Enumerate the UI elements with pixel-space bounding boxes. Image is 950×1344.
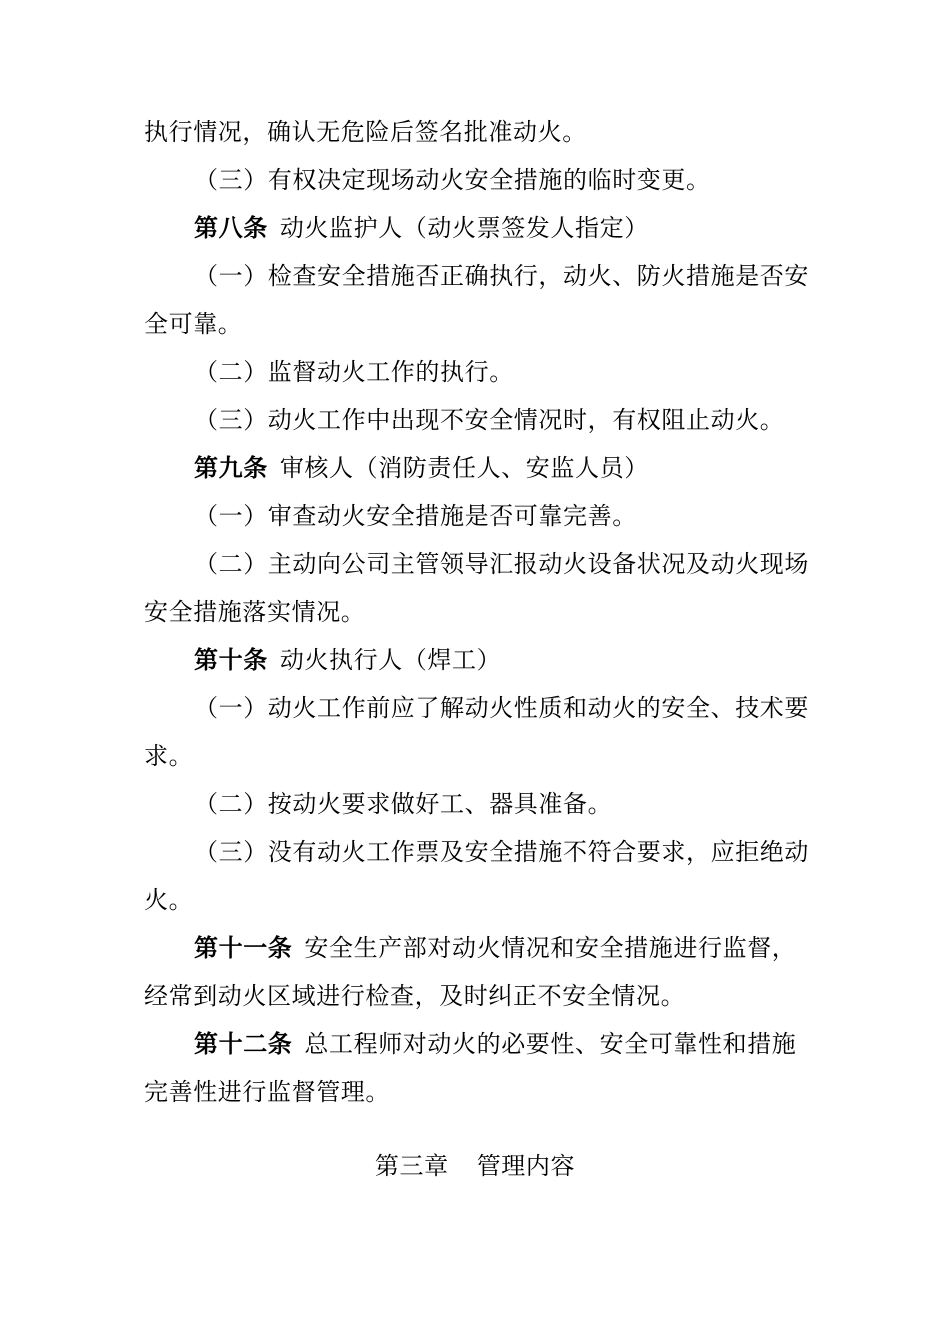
chapter-heading <box>0 1142 950 1190</box>
paragraph-8 <box>144 492 812 540</box>
paragraph-2 <box>144 156 812 204</box>
paragraph-text: （三）没有动火工作票及安全措施不符合要求，应拒绝动火。 <box>144 838 809 914</box>
paragraph-5 <box>144 348 812 396</box>
article-title: 审核人（消防责任人、安监人员） <box>279 454 649 482</box>
paragraph-6 <box>144 396 812 444</box>
article-text: 总工程师对动火的必要性、安全可靠性和措施完善性进行监督管理。 <box>144 1030 797 1106</box>
article-title: 动火监护人（动火票签发人指定） <box>279 214 649 242</box>
paragraph-12 <box>144 780 812 828</box>
paragraph-text: 执行情况，确认无危险后签名批准动火。 <box>144 118 587 146</box>
article-12 <box>144 1020 812 1116</box>
chapter-title: 管理内容 <box>476 1152 576 1180</box>
article-9-heading <box>144 444 812 492</box>
article-number: 第十二条 <box>194 1030 293 1058</box>
article-number: 第八条 <box>194 214 268 242</box>
paragraph-text: （二）监督动火工作的执行。 <box>194 358 514 386</box>
document-body <box>144 108 812 1116</box>
paragraph-text: （三）动火工作中出现不安全情况时，有权阻止动火。 <box>194 406 785 434</box>
article-8-heading <box>144 204 812 252</box>
article-number: 第十条 <box>194 646 268 674</box>
paragraph-13 <box>144 828 812 924</box>
paragraph-text: （二）主动向公司主管领导汇报动火设备状况及动火现场安全措施落实情况。 <box>144 550 809 626</box>
paragraph-text: （一）检查安全措施否正确执行，动火、防火措施是否安全可靠。 <box>144 262 809 338</box>
article-number: 第十一条 <box>194 934 293 962</box>
paragraph-4 <box>144 252 812 348</box>
paragraph-11 <box>144 684 812 780</box>
article-title: 动火执行人（焊工） <box>279 646 502 674</box>
paragraph-text: （一）审查动火安全措施是否可靠完善。 <box>194 502 637 530</box>
article-11 <box>144 924 812 1020</box>
paragraph-text: （三）有权决定现场动火安全措施的临时变更。 <box>194 166 711 194</box>
chapter-number: 第三章 <box>374 1152 449 1180</box>
paragraph-1 <box>144 108 812 156</box>
paragraph-9 <box>144 540 812 636</box>
article-text: 安全生产部对动火情况和安全措施进行监督，经常到动火区域进行检查，及时纠正不安全情况。 <box>144 934 797 1010</box>
paragraph-text: （二）按动火要求做好工、器具准备。 <box>194 790 613 818</box>
article-10-heading <box>144 636 812 684</box>
article-number: 第九条 <box>194 454 268 482</box>
paragraph-text: （一）动火工作前应了解动火性质和动火的安全、技术要求。 <box>144 694 809 770</box>
